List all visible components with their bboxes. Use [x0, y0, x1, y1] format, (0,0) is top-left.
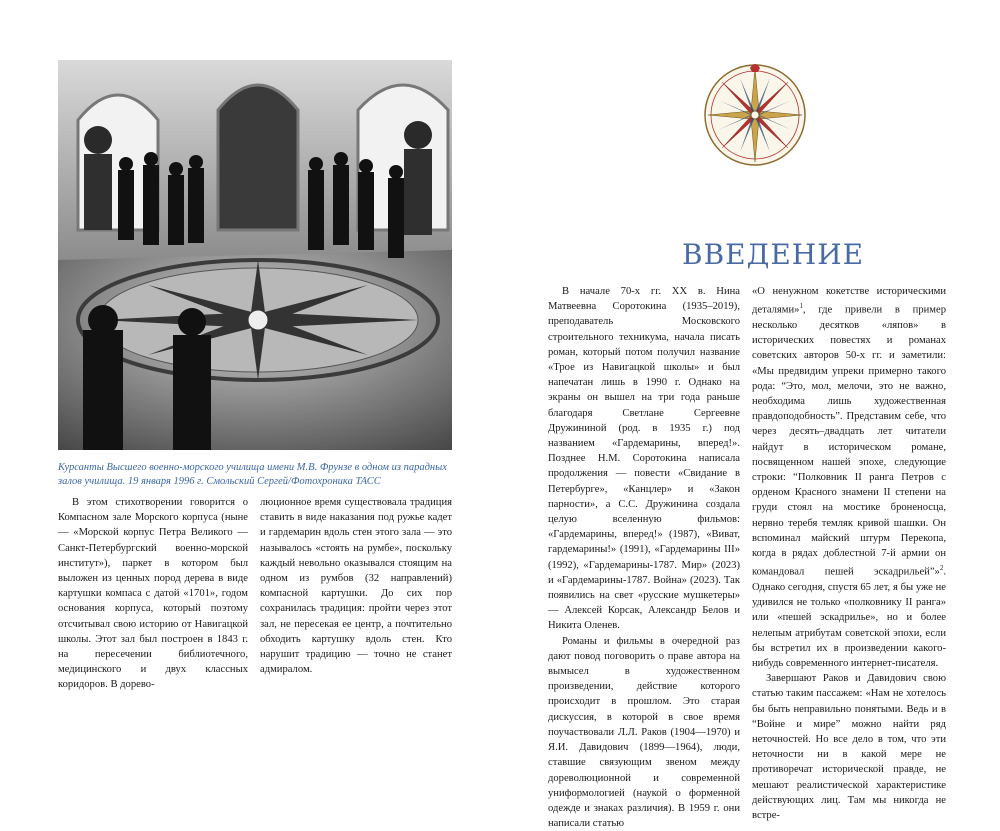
paragraph: Романы и фильмы в очередной раз дают повод поговорить о праве автора на вымысел в художественном произведении, действие которого происходит в прошлом. Это старая дискуссия, в которой в свое время поучаствовали Л.Л. Раков (1904—1970) и Я.И. Давидович (1899—1964), люди, ставшие связующим звеном между дореволюционной и современной униформологией (наукой о форменной одежде и знаках различия). В 1959 г. они написали статью	[548, 635, 740, 830]
compass-hall-photo	[58, 60, 452, 450]
photo-illustration	[58, 60, 452, 450]
paragraph	[752, 284, 946, 671]
left-text-column-2	[260, 495, 452, 677]
text-run: , где привели в пример несколько десятков «ляпов» в исторических повестях и романах советских авторов 50-х гг. и заметили: «Мы предвидим упреки примерно такого рода: “Это, мол, мелочи, это не важно, необходима лишь художественная правдоподобность”. Представим себе, что через десять–двадцать лет читатели найдут в историческом романе, посвященном нашей эпохе, следующие строки: “Полковник II ранга Петров с орденом Красного знамени II степени на груди стоял на мостике броненосца, нервно теребя темляк кривой шашки. Он вспоминал майский штурм Перекопа, когда в рядах доблестной 7-й армии он командовал пешей эскадрильей”»	[752, 304, 946, 578]
chapter-title: ВВЕДЕНИЕ	[682, 238, 865, 271]
left-text-column-1	[58, 495, 248, 693]
footnote-marker[interactable]: 2	[939, 564, 944, 573]
right-text-column-2	[752, 284, 946, 823]
left-page	[0, 0, 500, 691]
paragraph: люционное время существовала традиция ставить в виде наказания под ружье кадет и гардемарин вдоль стен этого зала — это называлось «стоять на румбе», поскольку каждый невольно оказывался стоящим на одном из румбов (32 направлений) компасной картушки. До сих пор сохранилась традиция: пройти через этот зал, не пересекая ее центр, а почтительно обходить картушку вдоль стен. Кто нарушит традицию — точно не станет адмиралом.	[260, 497, 452, 676]
compass-rose-emblem	[700, 60, 810, 170]
paragraph: В этом стихотворении говорится о Компасном зале Морского корпуса (ныне — «Морской корпус Петра Великого — Санкт-Петербургский военно-морской институт»), паркет в котором был выложен из ценных пород дерева в виде картушки компаса с датой «1701», годом основания корпуса, который поэтому отсчитывал свою историю от Навигацкой школы. Этот зал был построен в 1843 г. на пересечении библиотечного, медицинского и двух классных коридоров. В дорево-	[58, 497, 248, 691]
footnote-marker[interactable]: 1	[799, 302, 803, 311]
text-run: «О ненужном кокетстве историческими деталями»	[752, 286, 946, 316]
compass-rose-icon	[700, 60, 810, 170]
paragraph: Завершают Раков и Давидович свою статью таким пассажем: «Нам не хотелось бы быть неправильно понятыми. Ведь и в “Войне и мире” можно найти ряд неточностей. Но все дело в том, что эти неточности ни в какой мере не противоречат исторической правде, не мешают реалистической характеристике действующих лиц. Там мы никогда не встре-	[752, 673, 946, 821]
right-page	[500, 0, 1000, 830]
right-text-column-1	[548, 284, 740, 831]
paragraph: В начале 70-х гг. XX в. Нина Матвеевна Соротокина (1935–2019), преподаватель Московского строительного техникума, начала писать роман, который потом получил название «Трое из Навигацкой школы» и был напечатан лишь в 1990 г. Однако на экраны он вышел на три года раньше благодаря Светлане Сергеевне Дружининой (род. в 1935 г.) под названием «Гардемарины, вперед!». Позднее Н.М. Соротокина написала продолжения — повести «Свидание в Петербурге», «Канцлер» и «Закон парности», а С.С. Дружинина создала целую вселенную фильмов: «Гардемарины, вперед!» (1987), «Виват, гардемарины!» (1991), «Гардемарины III» (1992), «Гардемарины-1787. Мир» (2023) и «Гардемарины-1787. Война» (2023). Так появились на свет «русские мушкетеры» — Алексей Корсак, Александр Белов и Никита Оленев.	[548, 286, 740, 632]
photo-caption: Курсанты Высшего военно-морского училища имени М.В. Фрунзе в одном из парадных залов училища. 19 января 1996 г. Смольский Сергей/Фотохроника ТАСС	[58, 462, 447, 487]
text-run: . Однако сегодня, спустя 65 лет, я бы уже не удивился не только «полковнику II ранга» или «пешей эскадрилье», но и более нелепым атрибутам советской эпохи, если бы встретил их в произведении какого-нибудь современного интернет-писателя.	[752, 566, 946, 669]
